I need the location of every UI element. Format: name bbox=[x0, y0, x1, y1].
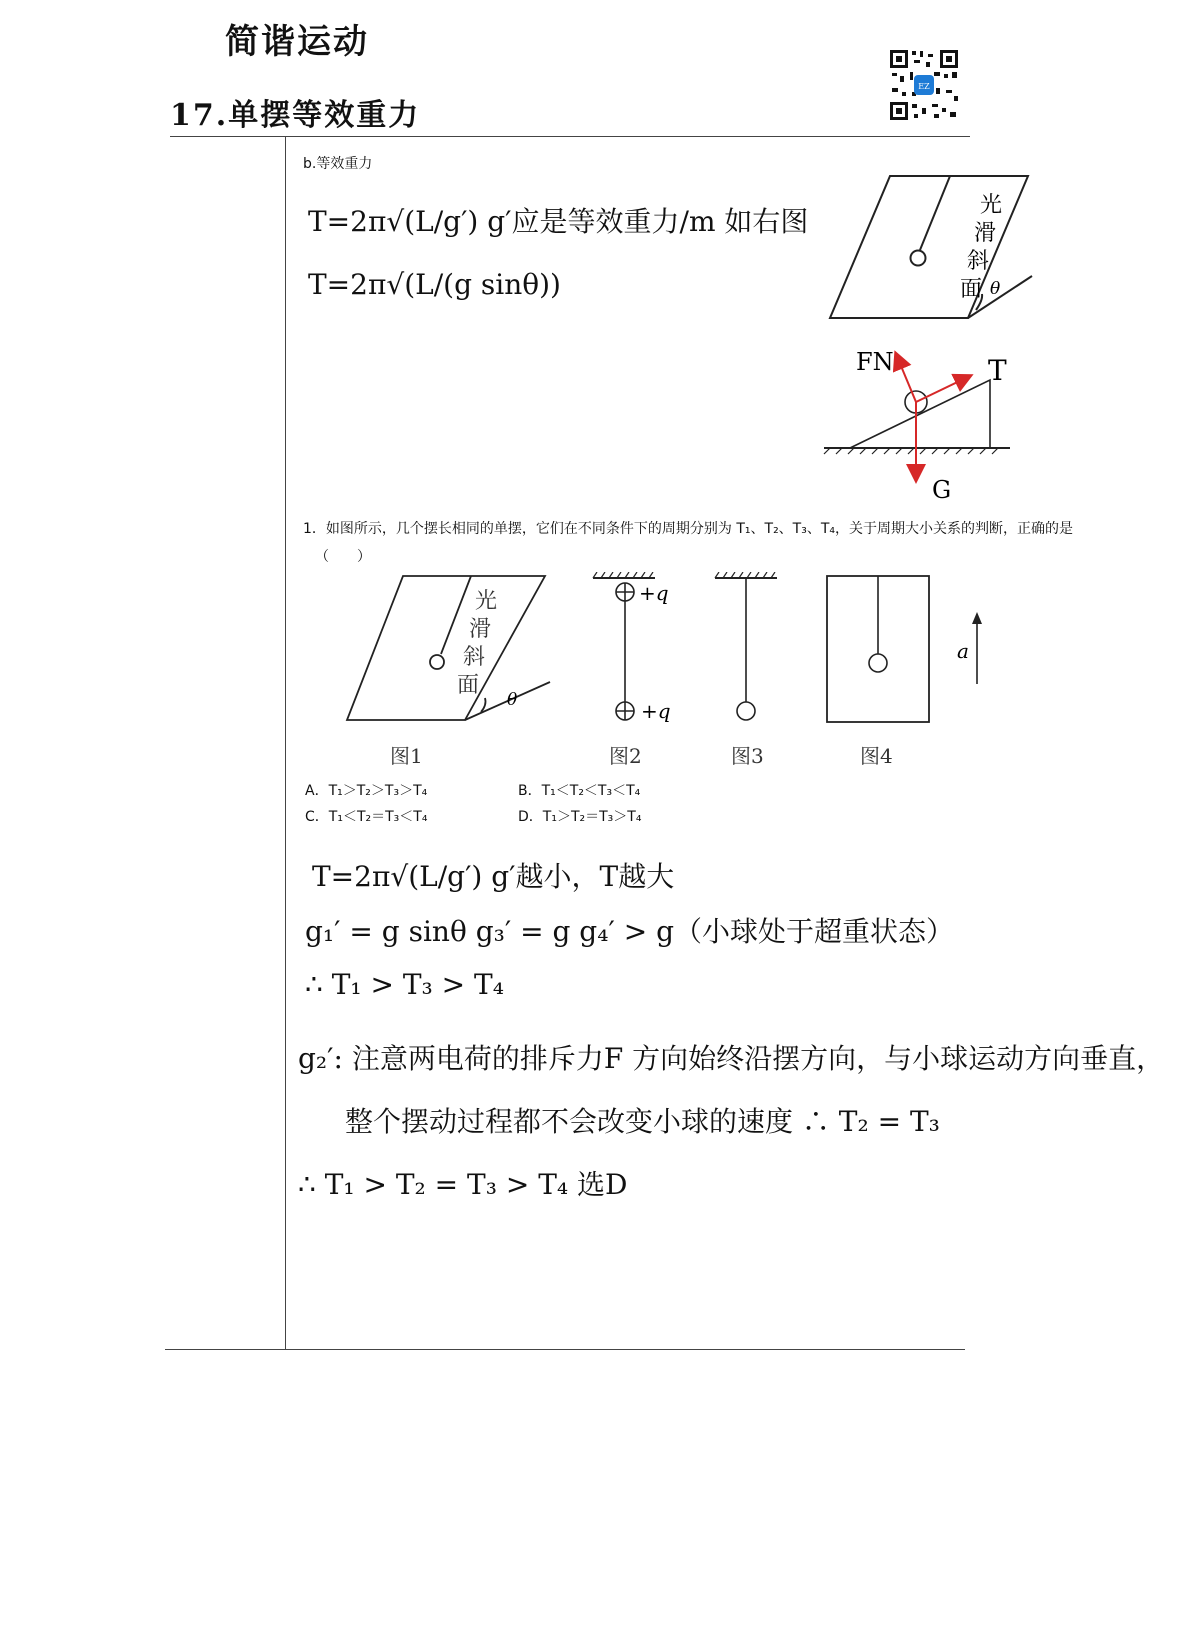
force-gravity-label: G bbox=[932, 476, 952, 500]
fig2-charge-top: +q bbox=[639, 581, 669, 605]
option-c: C．T₁＜T₂＝T₃＜T₄ bbox=[305, 809, 428, 825]
solution-line-6: ∴ T₁ > T₂ = T₃ > T₄ 选D bbox=[298, 1168, 628, 1201]
force-tension-label: T bbox=[988, 354, 1007, 387]
fig4-accel-label: a bbox=[957, 639, 969, 663]
question-text: 1．如图所示，几个摆长相同的单摆，它们在不同条件下的周期分别为 T₁、T₂、T₃、T₄，关于周期大小关系的判断，正确的是 bbox=[303, 521, 1074, 537]
fig1-char-4: 面 bbox=[457, 673, 480, 698]
incline-char-4: 面 bbox=[960, 277, 983, 302]
solution-line-2: g₁′ = g sinθ g₃′ = g g₄′ > g（小球处于超重状态） bbox=[305, 915, 954, 948]
solution-line-5: 整个摆动过程都不会改变小球的速度 ∴ T₂ = T₃ bbox=[345, 1105, 940, 1138]
fig1-char-2: 滑 bbox=[469, 617, 492, 642]
solution-line-3: ∴ T₁ > T₃ > T₄ bbox=[305, 968, 504, 1001]
question-figures bbox=[335, 572, 1035, 772]
option-d: D．T₁＞T₂＝T₃＞T₄ bbox=[518, 809, 642, 825]
lesson-title: 17.单摆等效重力 bbox=[170, 98, 421, 133]
answer-blank: （ ） bbox=[315, 549, 371, 565]
qr-code-icon bbox=[888, 48, 960, 122]
svg-text:EZ: EZ bbox=[918, 82, 930, 91]
chapter-title: 简谐运动 bbox=[225, 22, 369, 62]
formula-equivalent-gravity: T=2π√(L/g′) g′应是等效重力/m 如右图 bbox=[308, 205, 809, 238]
incline-char-1: 光 bbox=[980, 193, 1003, 218]
option-b: B．T₁＜T₂＜T₃＜T₄ bbox=[518, 783, 641, 799]
fig2-caption: 图2 bbox=[609, 744, 642, 768]
fig3-caption: 图3 bbox=[731, 744, 764, 768]
option-a: A．T₁＞T₂＞T₃＞T₄ bbox=[305, 783, 428, 799]
incline-char-2: 滑 bbox=[974, 221, 997, 246]
incline-char-3: 斜 bbox=[967, 249, 990, 274]
solution-line-4: g₂′: 注意两电荷的排斥力F 方向始终沿摆方向，与小球运动方向垂直， bbox=[298, 1042, 1165, 1075]
section-label: b.等效重力 bbox=[303, 156, 373, 172]
fig1-caption: 图1 bbox=[390, 744, 423, 768]
fig1-angle-label: θ bbox=[507, 690, 518, 710]
formula-incline-period: T=2π√(L/(g sinθ)) bbox=[308, 268, 561, 301]
fig2-charge-bottom: +q bbox=[641, 699, 671, 723]
fig1-char-3: 斜 bbox=[463, 645, 486, 670]
fig1-char-1: 光 bbox=[475, 589, 498, 614]
margin-rule bbox=[285, 136, 286, 1349]
angle-theta-label: θ bbox=[990, 279, 1001, 299]
incline-pendulum-diagram bbox=[820, 170, 1040, 325]
top-rule bbox=[170, 136, 970, 137]
solution-line-1: T=2π√(L/g′) g′越小，T越大 bbox=[312, 860, 675, 893]
bottom-rule bbox=[165, 1349, 965, 1350]
fig4-caption: 图4 bbox=[860, 744, 893, 768]
force-normal-label: FN bbox=[856, 348, 894, 376]
force-diagram bbox=[820, 340, 1020, 500]
